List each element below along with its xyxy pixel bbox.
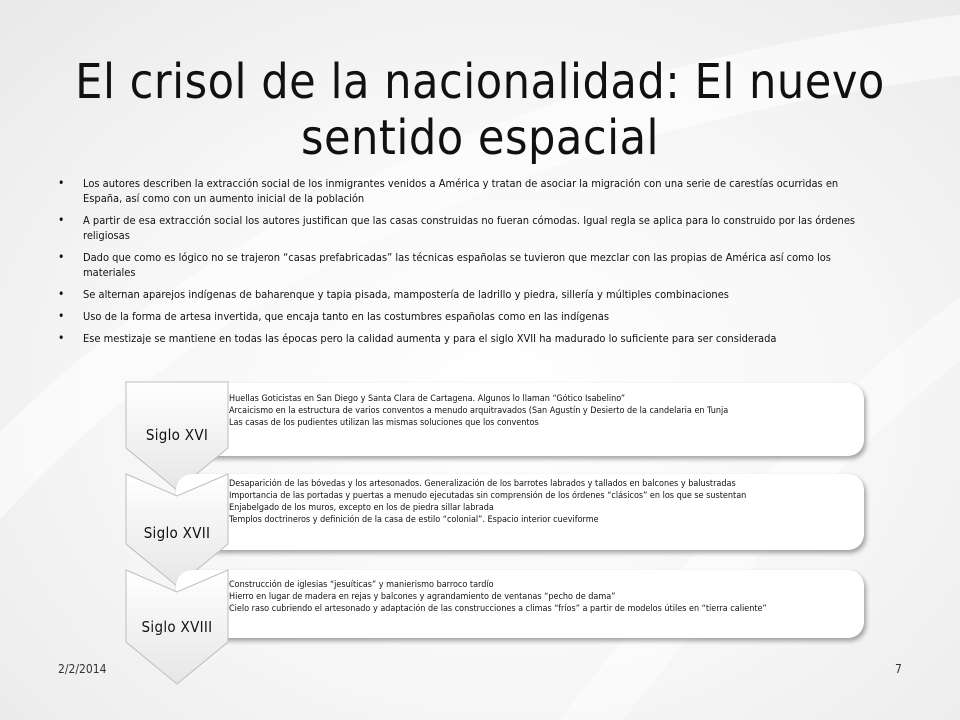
bullet-item: • Uso de la forma de artesa invertida, que encaja tanto en las costumbres españolas como en las indígenas <box>58 309 858 324</box>
timeline-item: • Arcaicismo en la estructura de varios conventos a menudo arquitravados (San Agustín y Desierto de la candelaria en Tunja <box>224 405 728 417</box>
timeline-chevron-siglo-xviii <box>122 566 232 688</box>
bullet-item: • Dado que como es lógico no se trajeron “casas prefabricadas” las técnicas españolas se tuvieron que mezclar con las propias de América así como los materiales <box>58 250 858 280</box>
timeline-item: • Construcción de iglesias “jesuíticas” y manierismo barroco tardío <box>224 579 767 591</box>
timeline-label: Siglo XVIII <box>141 618 213 636</box>
timeline-item: • Hierro en lugar de madera en rejas y balcones y agrandamiento de ventanas “pecho de dama” <box>224 591 767 603</box>
timeline-item: • Cielo raso cubriendo el artesonado y adaptación de las construcciones a climas “fríos” a partir de modelos útiles en “tierra caliente” <box>224 603 767 615</box>
timeline-card-siglo-xvi <box>176 383 864 456</box>
slide-number: 7 <box>895 662 902 676</box>
timeline-item: • Templos doctrineros y definición de la casa de estilo “colonial”. Espacio interior cueviforme <box>224 514 746 526</box>
bullet-item: • Se alternan aparejos indígenas de baharenque y tapia pisada, mampostería de ladrillo y piedra, sillería y múltiples combinaciones <box>58 287 858 302</box>
timeline-label: Siglo XVI <box>145 426 209 444</box>
timeline-item: • Las casas de los pudientes utilizan las mismas soluciones que los conventos <box>224 417 728 429</box>
slide-date: 2/2/2014 <box>58 662 107 676</box>
bullet-item: • Los autores describen la extracción social de los inmigrantes venidos a América y tratan de asociar la migración con una serie de carestías ocurridas en España, así como con un aumento inicial de la población <box>58 176 858 206</box>
timeline-item: • Importancia de las portadas y puertas a menudo ejecutadas sin comprensión de los órdenes “clásicos” en los que se sustentan <box>224 490 746 502</box>
timeline-item: • Desaparición de las bóvedas y los artesonados. Generalización de los barrotes labrados y tallados en balcones y balustradas <box>224 478 746 490</box>
timeline-item: • Huellas Goticistas en San Diego y Santa Clara de Cartagena. Algunos lo llaman “Gótico Isabelino” <box>224 393 728 405</box>
bullet-item: • Ese mestizaje se mantiene en todas las épocas pero la calidad aumenta y para el siglo XVII ha madurado lo suficiente para ser considerada <box>58 331 858 346</box>
bullet-item: • A partir de esa extracción social los autores justifican que las casas construidas no fueran cómodas. Igual regla se aplica para lo construido por las órdenes religiosas <box>58 213 858 243</box>
timeline-item: • Enjabelgado de los muros, excepto en los de piedra sillar labrada <box>224 502 746 514</box>
timeline-card-siglo-xvii <box>176 474 864 550</box>
slide-title: El crisol de la nacionalidad: El nuevo sentido espacial <box>75 54 885 167</box>
timeline-card-siglo-xviii <box>176 570 864 638</box>
timeline-label: Siglo XVII <box>143 524 211 542</box>
